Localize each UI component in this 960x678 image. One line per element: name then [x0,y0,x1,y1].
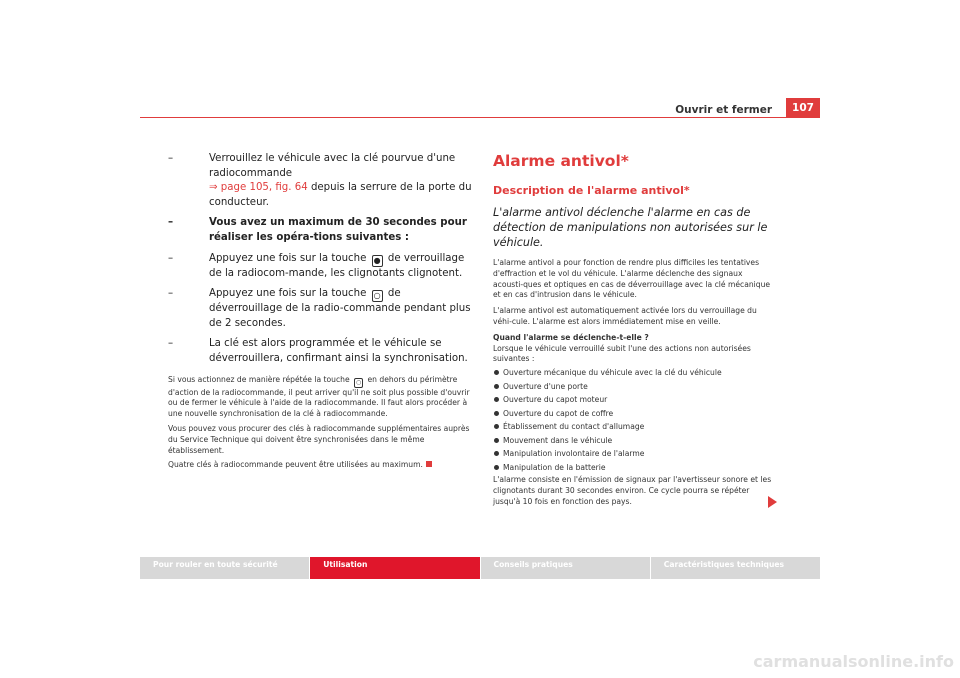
page-number: 107 [786,98,820,118]
list-item: Ouverture d'une porte [493,380,773,394]
next-page-arrow-icon[interactable] [768,496,777,508]
note-paragraph: Vous pouvez vous procurer des clés à radiocommande supplémentaires auprès du Service Technique qui doivent être synchronisées dans le même établissement. [168,423,470,455]
instruction-step [168,216,473,245]
list-item: Établissement du contact d'allumage [493,420,773,434]
header-rule [140,117,820,118]
step-text-after: depuis la serrure de la porte du conducteur. [209,182,472,208]
list-item: Ouverture mécanique du véhicule avec la clé du véhicule [493,366,773,380]
step-dash: – [168,288,174,300]
step-text: Appuyez une fois sur la touche [209,288,367,300]
body-paragraph: L'alarme antivol a pour fonction de rendre plus difficiles les tentatives d'effraction et le vol du véhicule. L'alarme déclenche des signaux acousti-ques et optiques en cas de déverrouillage avec la clé mécanique et en cas d'intrusion dans le véhicule. [493,258,771,300]
note-block [168,375,473,472]
section-subheading: Description de l'alarme antivol* [493,184,690,197]
body-paragraph: Lorsque le véhicule verrouillé subit l'une des actions non autorisées suivantes : [493,343,751,364]
instruction-step [168,252,473,282]
list-item: Mouvement dans le véhicule [493,434,773,448]
step-text-after: de verrouillage de la radiocom-mande, les clignotants clignotent. [209,252,465,279]
section-heading: Alarme antivol* [493,152,629,170]
instruction-step [168,152,473,210]
list-item: Ouverture du capot de coffre [493,407,773,421]
note-paragraph [168,375,473,420]
unlock-key-icon: ○ [372,290,383,302]
list-item: Manipulation involontaire de l'alarme [493,447,773,461]
step-text: Verrouillez le véhicule avec la clé pourvue d'une radiocommande [209,153,456,179]
right-column [493,152,773,513]
step-text: Vous avez un maximum de 30 secondes pour réaliser les opéra-tions suivantes : [209,217,467,243]
step-text: Appuyez une fois sur la touche [209,252,367,264]
note-text: Quatre clés à radiocommande peuvent être utilisées au maximum. [168,460,423,470]
note-text: Si vous actionnez de manière répétée la touche [168,374,350,384]
tab-usage[interactable]: Utilisation [310,557,479,579]
section-end-marker-icon [426,461,432,467]
tab-practical-tips[interactable]: Conseils pratiques [481,557,650,579]
list-item: Ouverture du capot moteur [493,393,773,407]
step-text: La clé est alors programmée et le véhicule se déverrouillera, confirmant ainsi la synchronisation. [209,338,468,364]
lead-paragraph: L'alarme antivol déclenche l'alarme en cas de détection de manipulations non autorisées sur le véhicule. [493,206,768,249]
trigger-list [493,366,773,474]
left-column [168,152,473,475]
tab-safety[interactable]: Pour rouler en toute sécurité [140,557,309,579]
step-dash: – [168,252,174,264]
step-dash: – [168,217,174,229]
instruction-step [168,337,473,366]
lock-key-icon: ● [372,255,383,267]
step-dash: – [168,338,174,350]
question-heading: Quand l'alarme se déclenche-t-elle ? [493,332,649,342]
note-paragraph [168,460,473,471]
body-paragraph: L'alarme consiste en l'émission de signaux par l'avertisseur sonore et les clignotants durant 30 secondes environ. Ce cycle pourra se répéter jusqu'à 10 fois en fonction des pays. [493,475,772,506]
note-text: en dehors du périmètre d'action de la radiocommande, il peut arriver qu'il ne soit plus possible d'ouvrir ou de fermer le véhicule à l'aide de la radiocommande. Il faut alors procéder à une nouvelle synchronisation de la clé à radiocommande. [168,374,470,419]
page-header-title: Ouvrir et fermer [675,104,772,116]
watermark: carmanualsonline.info [753,652,954,671]
body-paragraph: L'alarme antivol est automatiquement activée lors du verrouillage du véhi-cule. L'alarme est alors immédiatement mise en veille. [493,306,757,326]
list-item: Manipulation de la batterie [493,461,773,475]
page-reference-link[interactable]: ⇒ page 105, fig. 64 [209,182,308,194]
step-text-after: de déverrouillage de la radio-commande pendant plus de 2 secondes. [209,288,471,329]
footer-nav [140,557,820,579]
step-dash: – [168,153,174,164]
unlock-key-icon: ○ [355,378,362,386]
tab-technical-specs[interactable]: Caractéristiques techniques [651,557,820,579]
instruction-step [168,287,473,331]
